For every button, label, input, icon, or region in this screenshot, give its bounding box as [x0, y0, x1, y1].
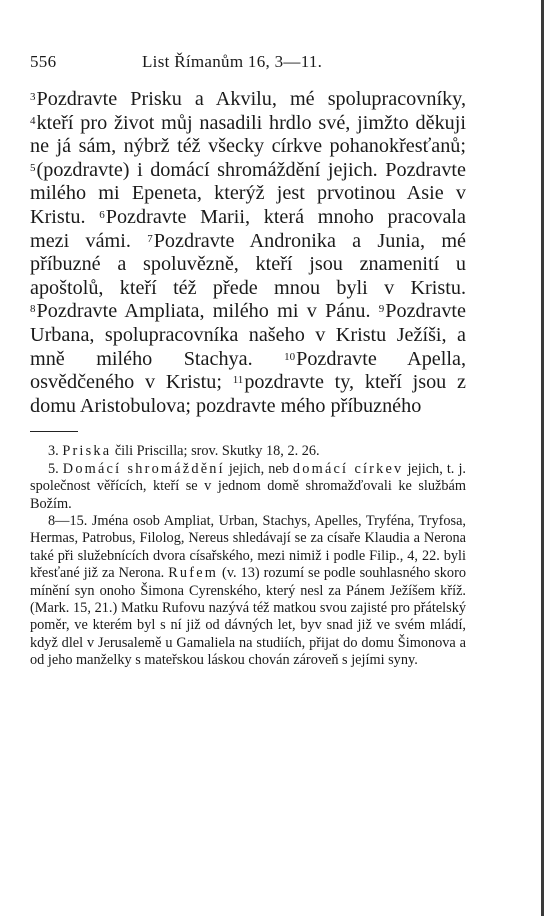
verse-number: 9	[378, 303, 385, 316]
page-edge-shadow	[541, 0, 544, 916]
footnote-label: 5.	[48, 460, 59, 477]
verse-text: Pozdravte Marii, která mnoho pracovala mezi vámi.	[30, 205, 466, 252]
verse-text: Pozdravte Andronika a Junia, mé příbuzné a spoluvězně, kteří jsou znamenití u apoštolů, kteří též přede mnou byli v Kristu.	[30, 229, 466, 299]
verse-text: kteří pro život můj nasadili hrdlo své, jimžto děkuji ne já sám, nýbrž též všecky církve pohanokřesťanů;	[30, 111, 466, 158]
page-number: 556	[30, 52, 57, 71]
footnote-8-15	[30, 513, 466, 670]
footnote-text: jejich, t. j. společnost věřících, kteří se v jednom domě shromažďovali ke službám Božím.	[30, 460, 466, 512]
verse-number: 3	[30, 91, 36, 103]
main-text	[30, 88, 466, 418]
verse-number: 5	[30, 161, 36, 174]
footnote-keyword: Domácí shromáždění	[62, 460, 225, 477]
verse-text: Pozdravte Apella, osvědčeného v Kristu;	[30, 347, 466, 394]
scripture-paragraph	[30, 88, 466, 418]
footnote-keyword: domácí církev	[292, 460, 404, 477]
running-title: List Římanům 16, 3—11.	[142, 52, 323, 71]
footnote-label: 8—15.	[48, 512, 88, 529]
verse-number: 7	[147, 232, 153, 245]
verse-number: 10	[284, 350, 296, 363]
verse-number: 11	[232, 374, 244, 387]
verse-text: Pozdravte Ampliata, milého mi v Pánu.	[36, 300, 379, 323]
footnote-keyword: Priska	[62, 443, 112, 460]
page-header	[30, 52, 466, 72]
footnote-text: (v. 13) rozumí se podle souhlasného skoro mínění syn onoho Šimona Cyrenského, který nesl za Pánem Ježíšem kříž. (Mark. 15, 21.) Matku Rufovu nazývá též matkou svou zajisté pro přátelský poměr, ve kterém byl s ní již od dávných let, byv snad již ve svém mládí, když dlel v Jerusalemě u Gamaliela na studiích, přijat do domu Šimonova a od jeho manželky s mateřskou láskou chován zároveň s jejími syny.	[30, 565, 466, 669]
verse-text: Pozdravte Urbana, spolupracovníka našeho v Kristu Ježíši, a mně milého Stachya.	[30, 300, 466, 370]
footnote-text: jejich, neb	[224, 460, 293, 477]
footnotes	[30, 443, 466, 669]
footnote-rule	[30, 431, 78, 432]
footnote-text: čili Priscilla; srov. Skutky 18, 2. 26.	[111, 443, 320, 460]
verse-text: (pozdravte) i domácí shromáždění jejich. Pozdravte milého mi Epeneta, kterýž jest prvotinou Asie v Kristu.	[30, 158, 466, 228]
verse-text: Pozdravte Prisku a Akvilu, mé spolupracovníky,	[36, 88, 466, 110]
footnote-3	[30, 443, 466, 460]
verse-number: 4	[30, 114, 36, 127]
verse-number: 6	[99, 208, 105, 221]
verse-text: pozdravte ty, kteří jsou z domu Aristobulova; pozdravte mého příbuzného	[30, 371, 466, 417]
footnote-keyword: Rufem	[168, 565, 219, 582]
footnote-5	[30, 461, 466, 513]
book-page	[30, 52, 466, 670]
footnote-text: Jména osob Ampliat, Urban, Stachys, Apelles, Tryféna, Tryfosa, Hermas, Patrobus, Filolog, Nereus shledávají se za císaře Klaudia a Nerona také při služebnících dvora císařského, mezi nimiž i podle Filip., 4, 22. byli křesťané již za Nerona.	[30, 512, 466, 582]
footnote-label: 3.	[48, 443, 59, 460]
verse-number: 8	[30, 303, 36, 316]
